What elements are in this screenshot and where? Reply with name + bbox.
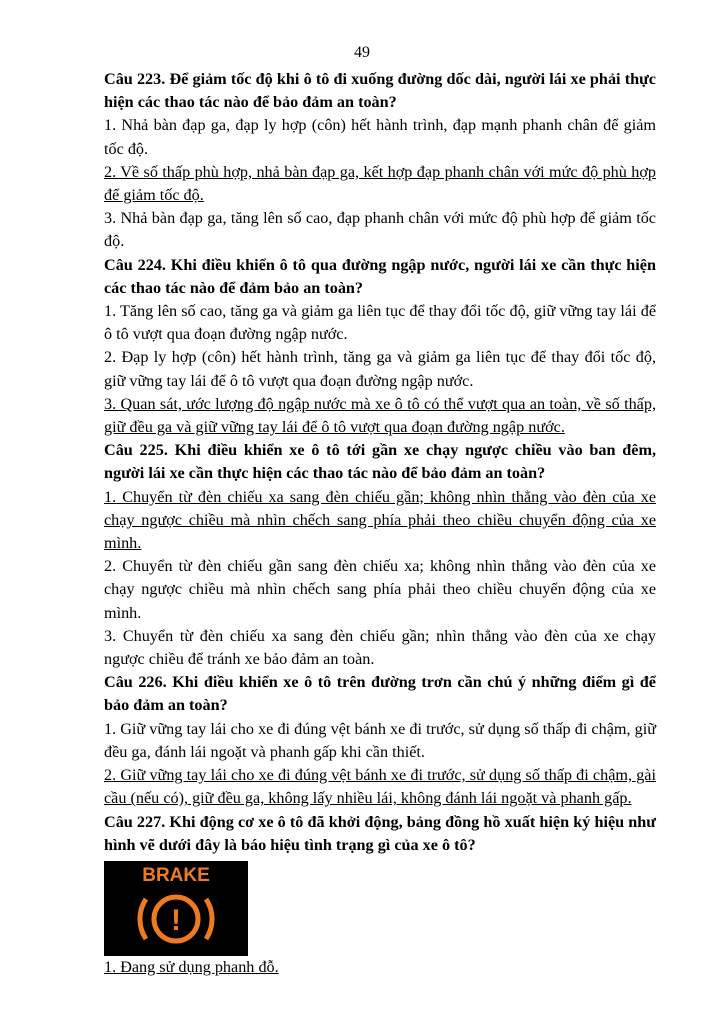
answer-option-correct: 1. Chuyển từ đèn chiếu xa sang đèn chiếu gần; không nhìn thẳng vào đèn của xe chạy ngược chiều mà nhìn chếch sang phía phải theo chiều chuyển động của xe mình. xyxy=(104,487,656,553)
content xyxy=(104,68,656,979)
page-number: 49 xyxy=(354,44,370,61)
exclamation-mark: ! xyxy=(171,903,181,937)
answer-option: 1. Nhả bàn đạp ga, đạp ly hợp (côn) hết hành trình, đạp mạnh phanh chân để giảm tốc độ. xyxy=(104,116,656,158)
question-226 xyxy=(104,671,656,810)
question-223 xyxy=(104,68,656,254)
answer-option-correct: 2. Về số thấp phù hợp, nhả bàn đạp ga, kết hợp đạp phanh chân với mức độ phù hợp để giảm tốc độ. xyxy=(104,162,656,205)
answer-option: 1. Giữ vững tay lái cho xe đi đúng vệt bánh xe đi trước, sử dụng số thấp đi chậm, giữ đều ga, đánh lái ngoặt và phanh gấp khi cần thiết. xyxy=(104,719,656,761)
brake-left-arc xyxy=(140,899,146,939)
question-title: Câu 225. Khi điều khiển xe ô tô tới gần xe chạy ngược chiều vào ban đêm, người lái xe cần thực hiện các thao tác nào để bảo đảm an toàn? xyxy=(104,441,656,483)
question-227 xyxy=(104,811,656,980)
answer-option: 1. Tăng lên số cao, tăng ga và giảm ga liên tục để thay đổi tốc độ, giữ vững tay lái để ô tô vượt qua đoạn đường ngập nước. xyxy=(104,302,656,344)
answer-option: 2. Chuyển từ đèn chiếu gần sang đèn chiếu xa; không nhìn thẳng vào đèn của xe chạy ngược chiều mà nhìn chếch sang phía phải theo chiều chuyển động của xe mình. xyxy=(104,557,656,622)
brake-warning-graphic xyxy=(104,861,248,956)
answer-option: 2. Đạp ly hợp (côn) hết hành trình, tăng ga và giảm ga liên tục để thay đổi tốc độ, giữ vững tay lái để ô tô vượt qua đoạn đường ngập nước. xyxy=(104,348,656,390)
answer-option-correct: 2. Giữ vững tay lái cho xe đi đúng vệt bánh xe đi trước, sử dụng số thấp đi chậm, gài cầu (nếu có), giữ đều ga, không lấy nhiều lái, không đánh lái ngoặt và phanh gấp. xyxy=(104,766,656,808)
question-title: Câu 224. Khi điều khiển ô tô qua đường ngập nước, người lái xe cần thực hiện các thao tác nào để đảm bảo an toàn? xyxy=(104,255,656,297)
brake-label: BRAKE xyxy=(142,864,210,886)
brake-right-arc xyxy=(206,899,212,939)
answer-option: 3. Chuyển từ đèn chiếu xa sang đèn chiếu gần; nhìn thẳng vào đèn của xe chạy ngược chiều để tránh xe bảo đảm an toàn. xyxy=(104,626,656,669)
question-title: Câu 223. Để giảm tốc độ khi ô tô đi xuống đường dốc dài, người lái xe phải thực hiện các thao tác nào để bảo đảm an toàn? xyxy=(104,70,656,112)
answer-option-correct: 1. Đang sử dụng phanh đỗ. xyxy=(104,957,279,976)
question-title: Câu 227. Khi động cơ xe ô tô đã khởi động, bảng đồng hồ xuất hiện ký hiệu như hình vẽ dưới đây là báo hiệu tình trạng gì của xe ô tô? xyxy=(104,812,656,854)
answer-option-correct: 3. Quan sát, ước lượng độ ngập nước mà xe ô tô có thể vượt qua an toàn, về số thấp, giữ đều ga và giữ vững tay lái để ô tô vượt qua đoạn đường ngập nước. xyxy=(104,394,656,437)
question-224 xyxy=(104,254,656,440)
brake-warning-icon xyxy=(104,861,248,956)
question-225 xyxy=(104,439,656,671)
answer-option: 3. Nhả bàn đạp ga, tăng lên số cao, đạp phanh chân với mức độ phù hợp để giảm tốc độ. xyxy=(104,209,656,251)
question-title: Câu 226. Khi điều khiển xe ô tô trên đường trơn cần chú ý những điểm gì để bảo đảm an toàn? xyxy=(104,673,656,715)
